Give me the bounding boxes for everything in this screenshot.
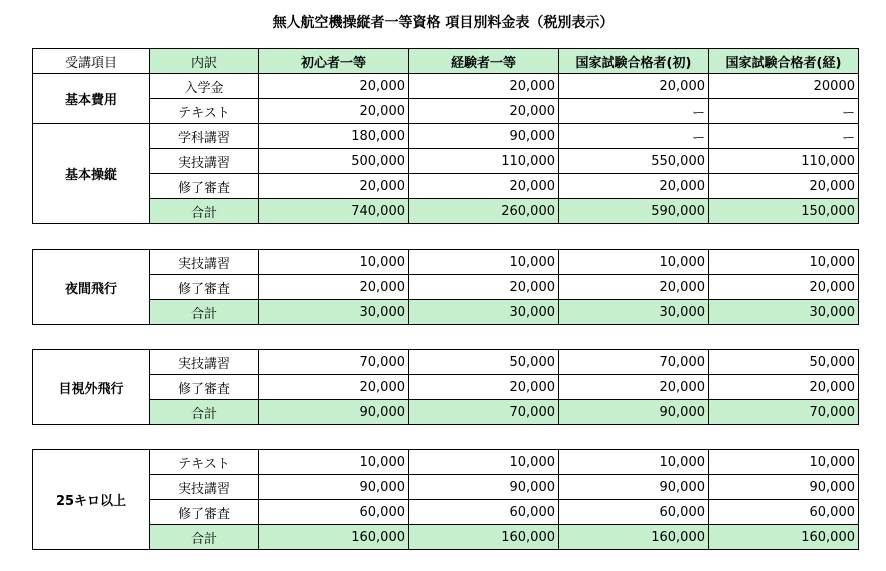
cell-value: 60,000 bbox=[259, 500, 409, 525]
cell-value: 20,000 bbox=[559, 375, 709, 400]
cell-value: 180,000 bbox=[259, 124, 409, 149]
row-item: 修了審査 bbox=[150, 500, 259, 525]
total-row bbox=[33, 300, 859, 325]
total-value: 30,000 bbox=[709, 300, 859, 325]
cell-value: 90,000 bbox=[559, 475, 709, 500]
fee-table-night-flight bbox=[32, 249, 859, 325]
row-item: テキスト bbox=[150, 99, 259, 124]
header-beginner: 初心者一等 bbox=[259, 49, 409, 74]
cell-value: 10,000 bbox=[259, 250, 409, 275]
table-row bbox=[33, 149, 859, 174]
category-over-25kg: 25キロ以上 bbox=[33, 450, 150, 550]
total-value: 90,000 bbox=[559, 400, 709, 425]
cell-value: 70,000 bbox=[259, 350, 409, 375]
row-item: 修了審査 bbox=[150, 275, 259, 300]
total-value: 90,000 bbox=[259, 400, 409, 425]
header-row bbox=[33, 49, 859, 74]
row-item: 実技講習 bbox=[150, 149, 259, 174]
cell-value: 20,000 bbox=[709, 174, 859, 199]
cell-value: 70,000 bbox=[559, 350, 709, 375]
cell-value: 50,000 bbox=[709, 350, 859, 375]
page-title: 無人航空機操縦者一等資格 項目別料金表（税別表示） bbox=[272, 15, 614, 31]
row-item: 実技講習 bbox=[150, 250, 259, 275]
cell-value: 20,000 bbox=[259, 99, 409, 124]
table-row bbox=[33, 99, 859, 124]
cell-value: 20,000 bbox=[409, 74, 559, 99]
cell-value: 10,000 bbox=[559, 450, 709, 475]
cell-value: 110,000 bbox=[409, 149, 559, 174]
total-value: 160,000 bbox=[559, 525, 709, 550]
cell-value: 20,000 bbox=[559, 74, 709, 99]
total-value: 160,000 bbox=[709, 525, 859, 550]
cell-value: 20000 bbox=[709, 74, 859, 99]
cell-value: ー bbox=[709, 124, 859, 149]
row-item: 入学金 bbox=[150, 74, 259, 99]
fee-table-bvlos bbox=[32, 349, 859, 425]
total-row bbox=[33, 525, 859, 550]
header-passed-beginner: 国家試験合格者(初) bbox=[559, 49, 709, 74]
cell-value: 20,000 bbox=[259, 275, 409, 300]
cell-value: 20,000 bbox=[559, 275, 709, 300]
total-value: 160,000 bbox=[259, 525, 409, 550]
cell-value: 20,000 bbox=[409, 99, 559, 124]
cell-value: 10,000 bbox=[409, 250, 559, 275]
header-experienced: 経験者一等 bbox=[409, 49, 559, 74]
cell-value: 90,000 bbox=[409, 475, 559, 500]
cell-value: 90,000 bbox=[259, 475, 409, 500]
fee-table-over-25kg bbox=[32, 449, 859, 550]
cell-value: 90,000 bbox=[409, 124, 559, 149]
total-value: 70,000 bbox=[709, 400, 859, 425]
table-row bbox=[33, 250, 859, 275]
total-label: 合計 bbox=[150, 199, 259, 224]
cell-value: 20,000 bbox=[259, 74, 409, 99]
cell-value: ー bbox=[709, 99, 859, 124]
table-row bbox=[33, 174, 859, 199]
row-item: 実技講習 bbox=[150, 475, 259, 500]
total-value: 150,000 bbox=[709, 199, 859, 224]
total-row bbox=[33, 199, 859, 224]
header-course-item: 受講項目 bbox=[33, 49, 150, 74]
header-breakdown: 内訳 bbox=[150, 49, 259, 74]
cell-value: 60,000 bbox=[409, 500, 559, 525]
row-item: 学科講習 bbox=[150, 124, 259, 149]
table-row bbox=[33, 500, 859, 525]
cell-value: 10,000 bbox=[709, 450, 859, 475]
table-row bbox=[33, 450, 859, 475]
cell-value: 500,000 bbox=[259, 149, 409, 174]
total-value: 70,000 bbox=[409, 400, 559, 425]
total-value: 590,000 bbox=[559, 199, 709, 224]
category-basic-operation: 基本操縦 bbox=[33, 124, 150, 224]
cell-value: 50,000 bbox=[409, 350, 559, 375]
cell-value: 550,000 bbox=[559, 149, 709, 174]
cell-value: 20,000 bbox=[409, 174, 559, 199]
table-row bbox=[33, 350, 859, 375]
category-basic-fees: 基本費用 bbox=[33, 74, 150, 124]
category-night-flight: 夜間飛行 bbox=[33, 250, 150, 325]
cell-value: 110,000 bbox=[709, 149, 859, 174]
cell-value: 60,000 bbox=[559, 500, 709, 525]
total-row bbox=[33, 400, 859, 425]
category-bvlos: 目視外飛行 bbox=[33, 350, 150, 425]
row-item: 修了審査 bbox=[150, 174, 259, 199]
cell-value: 20,000 bbox=[559, 174, 709, 199]
cell-value: ー bbox=[559, 99, 709, 124]
cell-value: 20,000 bbox=[409, 375, 559, 400]
cell-value: 20,000 bbox=[709, 375, 859, 400]
total-value: 30,000 bbox=[259, 300, 409, 325]
total-value: 260,000 bbox=[409, 199, 559, 224]
row-item: 修了審査 bbox=[150, 375, 259, 400]
cell-value: ー bbox=[559, 124, 709, 149]
row-item: テキスト bbox=[150, 450, 259, 475]
total-value: 30,000 bbox=[559, 300, 709, 325]
cell-value: 60,000 bbox=[709, 500, 859, 525]
total-value: 740,000 bbox=[259, 199, 409, 224]
cell-value: 10,000 bbox=[409, 450, 559, 475]
header-passed-experienced: 国家試験合格者(経) bbox=[709, 49, 859, 74]
total-label: 合計 bbox=[150, 400, 259, 425]
fee-table-basic bbox=[32, 48, 859, 224]
cell-value: 10,000 bbox=[559, 250, 709, 275]
total-value: 30,000 bbox=[409, 300, 559, 325]
total-label: 合計 bbox=[150, 300, 259, 325]
row-item: 実技講習 bbox=[150, 350, 259, 375]
cell-value: 20,000 bbox=[709, 275, 859, 300]
cell-value: 20,000 bbox=[259, 375, 409, 400]
table-row bbox=[33, 124, 859, 149]
cell-value: 90,000 bbox=[709, 475, 859, 500]
cell-value: 10,000 bbox=[709, 250, 859, 275]
table-row bbox=[33, 475, 859, 500]
cell-value: 20,000 bbox=[409, 275, 559, 300]
total-label: 合計 bbox=[150, 525, 259, 550]
table-row bbox=[33, 275, 859, 300]
total-value: 160,000 bbox=[409, 525, 559, 550]
table-row bbox=[33, 375, 859, 400]
table-row bbox=[33, 74, 859, 99]
cell-value: 10,000 bbox=[259, 450, 409, 475]
cell-value: 20,000 bbox=[259, 174, 409, 199]
